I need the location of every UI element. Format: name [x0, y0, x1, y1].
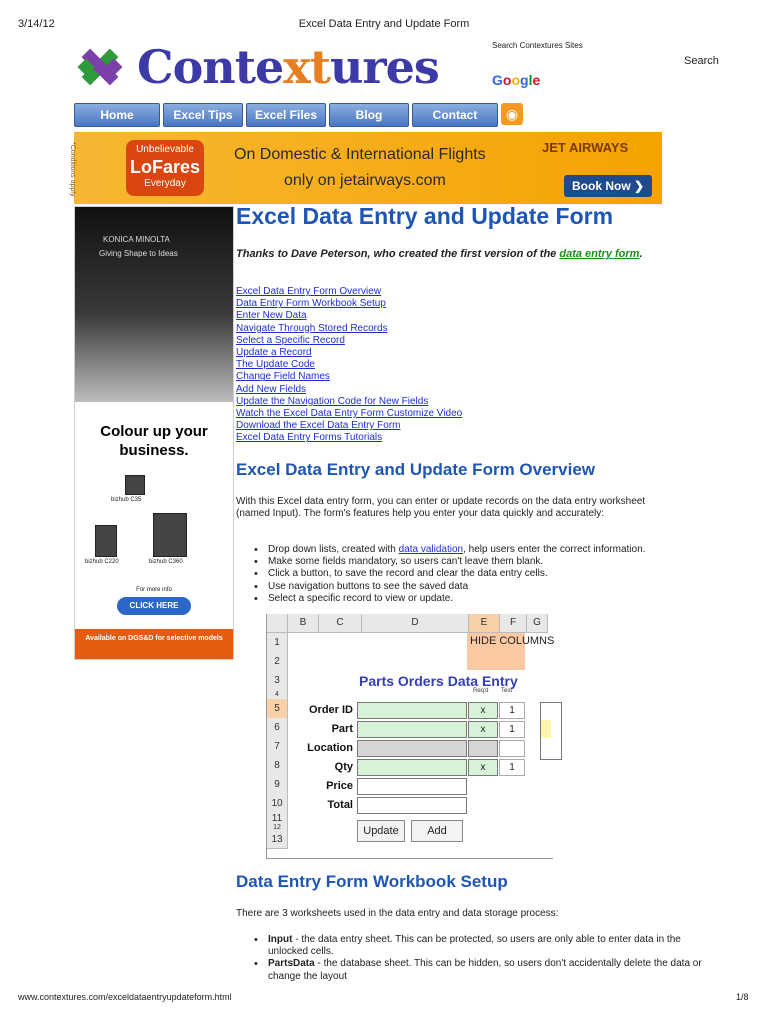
overview-heading: Excel Data Entry and Update Form Overview	[236, 460, 596, 479]
required-cell: x	[468, 759, 498, 776]
logo-mark-icon	[74, 45, 126, 89]
lofares-badge: Unbelievable LoFares Everyday	[126, 140, 204, 196]
click-here-button[interactable]: CLICK HERE	[117, 597, 191, 615]
toc-link[interactable]: Watch the Excel Data Entry Form Customize Video	[236, 408, 463, 420]
toc-link[interactable]: Enter New Data	[236, 310, 307, 322]
row-header: 4	[267, 690, 288, 700]
nav-excel-tips[interactable]: Excel Tips	[163, 103, 243, 127]
toc-link[interactable]: Add New Fields	[236, 383, 307, 395]
search-button[interactable]: Search	[684, 55, 719, 67]
input-cell[interactable]	[357, 759, 467, 776]
ad-availability: Available on DGS&D for selective models	[75, 629, 233, 659]
column-header: C	[319, 614, 362, 633]
field-label: Order ID	[308, 704, 353, 716]
col-hint-test: Test	[501, 688, 513, 694]
input-cell[interactable]	[357, 778, 467, 795]
printer-image-1	[125, 475, 145, 495]
list-item	[254, 958, 714, 982]
list-item: • Use navigation buttons to see the saved data	[254, 581, 714, 593]
toc-link[interactable]: Update the Navigation Code for New Fields	[236, 395, 429, 407]
col-hint-req: Req'd	[473, 688, 489, 694]
row-header: 3	[267, 671, 288, 691]
required-cell: x	[468, 721, 498, 738]
list-item	[254, 934, 714, 958]
input-cell[interactable]	[357, 797, 467, 814]
overview-paragraph: With this Excel data entry form, you can enter or update records on the data entry worksheet (named Input). The form's features help you enter your data quickly and accurately:	[236, 496, 646, 519]
airline-logo: JET AIRWAYS	[542, 140, 629, 155]
banner-line-2: only on jetairways.com	[284, 172, 446, 189]
ad-model-3: bizhub C360	[149, 559, 183, 565]
banner-conditions: *Conditions apply	[69, 142, 76, 197]
field-label: Qty	[334, 761, 353, 773]
field-label: Location	[307, 742, 353, 754]
row-header: 10	[267, 794, 288, 814]
ad-headline: Colour up your business.	[100, 423, 208, 459]
spreadsheet-image	[266, 614, 553, 859]
row-header: 12	[267, 825, 288, 832]
arrow-right-icon: ❯	[634, 179, 645, 193]
ad-more-info: For more info	[136, 587, 172, 593]
toc-link[interactable]: Change Field Names	[236, 371, 330, 383]
setup-list	[254, 934, 714, 983]
input-cell[interactable]	[357, 721, 467, 738]
field-label: Part	[331, 723, 353, 735]
nav-excel-files[interactable]: Excel Files	[246, 103, 326, 127]
field-label: Total	[327, 799, 353, 811]
toc-link[interactable]: Excel Data Entry Forms Tutorials	[236, 432, 383, 444]
list-item: • Click a button, to save the record and clear the data entry cells.	[254, 568, 714, 580]
print-title: Excel Data Entry and Update Form	[298, 18, 470, 30]
sheet-name: Input	[268, 934, 293, 945]
search-label: Search Contextures Sites	[492, 41, 583, 50]
table-of-contents	[236, 286, 462, 445]
sheet-description: - the database sheet. This can be hidden, so users don't accidentally delete the data or change the layout	[268, 958, 702, 982]
ad-tagline: Giving Shape to Ideas	[99, 249, 178, 258]
setup-heading: Data Entry Form Workbook Setup	[236, 872, 508, 891]
toc-link[interactable]: The Update Code	[236, 359, 315, 371]
page-title: Excel Data Entry and Update Form	[236, 203, 614, 229]
ad-model-1: bizhub C35	[111, 497, 142, 503]
side-ad[interactable]	[74, 206, 234, 660]
nav-blog[interactable]: Blog	[329, 103, 409, 127]
row-header: 5	[267, 699, 288, 719]
book-now-button[interactable]: Book Now ❯	[564, 175, 652, 197]
sheet-description: - the data entry sheet. This can be protected, so users are only able to enter data in the unlocked cells.	[268, 934, 681, 958]
list-item: • Drop down lists, created with data validation, help users enter the correct information.	[254, 544, 714, 556]
column-header: F	[500, 614, 527, 633]
toc-link[interactable]: Data Entry Form Workbook Setup	[236, 298, 386, 310]
update-button[interactable]: Update	[357, 820, 405, 842]
google-logo: Google	[492, 72, 541, 88]
test-cell: 1	[499, 721, 525, 738]
required-cell: x	[468, 702, 498, 719]
toc-link[interactable]: Select a Specific Record	[236, 334, 345, 346]
row-header: 1	[267, 633, 288, 653]
row-header: 7	[267, 737, 288, 757]
nav-contact[interactable]: Contact	[412, 103, 498, 127]
print-date: 3/14/12	[18, 18, 55, 30]
test-cell: 1	[499, 702, 525, 719]
input-cell[interactable]	[357, 740, 467, 757]
row-header: 9	[267, 775, 288, 795]
side-panel-highlight	[541, 720, 551, 738]
ad-banner[interactable]	[69, 132, 662, 204]
row-header: 11	[267, 813, 288, 826]
column-header: B	[288, 614, 319, 633]
toc-link[interactable]: Navigate Through Stored Records	[236, 322, 388, 334]
main-nav	[74, 103, 523, 127]
ad-model-2: bizhub C220	[85, 559, 119, 565]
form-title: Parts Orders Data Entry	[359, 673, 518, 689]
list-item: • Select a specific record to view or update.	[254, 593, 714, 605]
printer-image-2	[95, 525, 117, 557]
banner-line-1: On Domestic & International Flights	[234, 146, 486, 163]
column-header: G	[527, 614, 548, 633]
row-header: 13	[267, 831, 288, 849]
data-entry-form-link[interactable]: data entry form	[559, 248, 640, 260]
setup-paragraph: There are 3 worksheets used in the data entry and data storage process:	[236, 908, 559, 919]
row-header: 6	[267, 718, 288, 738]
hide-columns-cell: HIDE COLUMNS	[467, 632, 525, 670]
toc-link[interactable]: Excel Data Entry Form Overview	[236, 286, 382, 297]
row-header: 2	[267, 652, 288, 672]
field-label: Price	[326, 780, 353, 792]
column-header: D	[362, 614, 469, 633]
list-item: • Make some fields mandatory, so users can't leave them blank.	[254, 556, 714, 568]
test-cell	[499, 740, 525, 757]
footer-page-number: 1/8	[736, 992, 749, 1002]
data-validation-link[interactable]: data validation	[398, 544, 464, 555]
required-cell	[468, 740, 498, 757]
feature-list	[254, 544, 714, 605]
input-cell[interactable]	[357, 702, 467, 719]
test-cell: 1	[499, 759, 525, 776]
toc-link[interactable]: Download the Excel Data Entry Form	[236, 420, 401, 432]
ad-brand: KONICA MINOLTA	[103, 235, 170, 244]
footer-url[interactable]: www.contextures.com/exceldataentryupdateform.html	[18, 992, 232, 1002]
printer-image-3	[153, 513, 187, 557]
row-header: 8	[267, 756, 288, 776]
sheet-name: PartsData	[268, 958, 315, 970]
thanks-note: Thanks to Dave Peterson, who created the first version of the data entry form.	[236, 248, 643, 260]
toc-link[interactable]: Update a Record	[236, 347, 312, 359]
nav-home[interactable]: Home	[74, 103, 160, 127]
corner-cell	[267, 614, 288, 633]
column-header: E	[469, 614, 500, 633]
add-button[interactable]: Add	[411, 820, 463, 842]
rss-icon[interactable]: ◉	[501, 103, 523, 125]
site-logo[interactable]: Contextures	[137, 40, 439, 94]
